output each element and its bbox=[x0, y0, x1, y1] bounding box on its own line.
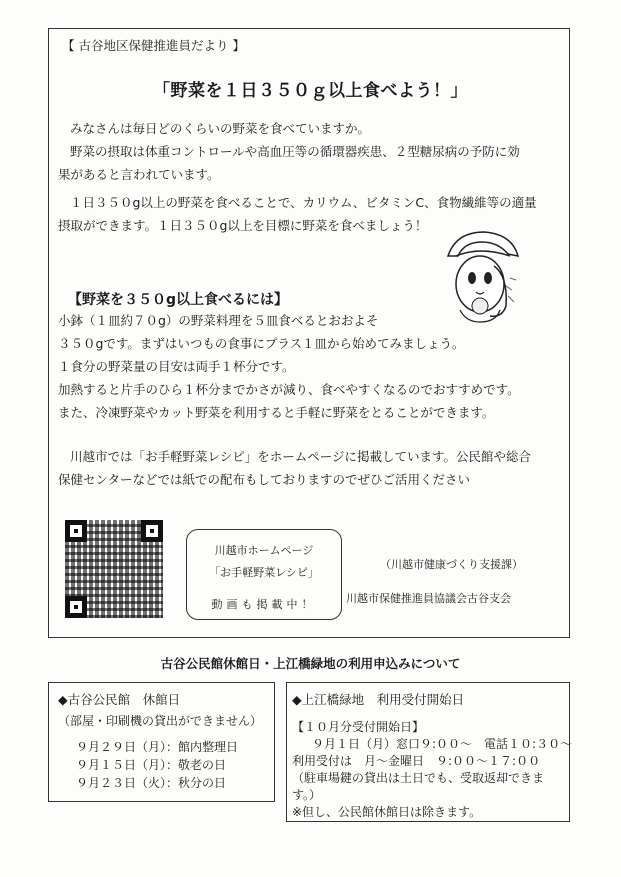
newsletter-header: 【 古谷地区保健推進員だより 】 bbox=[62, 38, 245, 53]
hp-box-line2: 「お手軽野菜レシピ」 bbox=[209, 566, 319, 579]
right-box-line: （駐車場鍵の貸出は土日でも、受取返却できま bbox=[292, 771, 545, 785]
closed-day-row: ９月２９日（月）：館内整理日 bbox=[76, 740, 239, 754]
recipe-line: 川越市では「お手軽野菜レシピ」をホームページに掲載しています。公民館や総合 bbox=[70, 449, 531, 464]
closed-day-row: ９月２３日（火）：秋分の日 bbox=[76, 776, 227, 790]
section-line: 加熱すると片手のひら１杯分までかさが減り、食べやすくなるのでおすすめです。 bbox=[58, 382, 520, 397]
section-line: １食分の野菜量の目安は両手１杯分です。 bbox=[58, 359, 295, 374]
intro-line: みなさんは毎日どのくらいの野菜を食べていますか。 bbox=[70, 121, 371, 136]
right-box-line: ※但し、公民館休館日は除きます。 bbox=[292, 805, 482, 819]
homepage-notice-box bbox=[186, 529, 342, 620]
intro-line: 野菜の摂取は体重コントロールや高血圧等の循環器疾患、２型糖尿病の予防に効 bbox=[70, 144, 520, 159]
section-line: ３５０gです。まずはいつもの食事にプラス１皿から始めてみましょう。 bbox=[58, 336, 465, 351]
hp-box-line1: 川越市ホームページ bbox=[214, 544, 314, 557]
left-box-note: （部屋・印刷機の貸出ができません） bbox=[58, 714, 263, 728]
vegetable-mascot-illustration bbox=[436, 226, 526, 326]
section-line: また、冷凍野菜やカット野菜を利用すると手軽に野菜をとることができます。 bbox=[58, 405, 495, 420]
recipe-line: 保健センターなどでは紙での配布もしておりますのでぜひご活用ください bbox=[58, 472, 471, 487]
bottom-section-title: 古谷公民館休館日・上江橋緑地の利用申込みについて bbox=[160, 656, 461, 671]
article-title: 「野菜を１日３５０ｇ以上食べよう！」 bbox=[153, 81, 468, 101]
right-box-line: す。） bbox=[292, 788, 322, 802]
hp-box-line3: 動画も掲載中！ bbox=[211, 598, 317, 611]
closed-day-row: ９月１５日（月）：敬老の日 bbox=[76, 758, 227, 772]
right-box-line: ９月１日（月）窓口９:００～ 電話１０:３０～ bbox=[312, 737, 573, 751]
right-box-heading: ◆上江橋緑地 利用受付開始日 bbox=[292, 692, 465, 707]
qr-code[interactable] bbox=[65, 520, 163, 618]
section-line: 小鉢（１皿約７０g）の野菜料理を５皿食べるとおおよそ bbox=[58, 313, 379, 328]
section-title: 【野菜を３５０g以上食べるには】 bbox=[68, 292, 289, 308]
intro-line: 果があると言われています。 bbox=[58, 167, 220, 182]
right-box-line: 利用受付は 月～金曜日 ９:００～１７:００ bbox=[292, 754, 541, 768]
right-box-label: 【１０月分受付開始日】 bbox=[292, 720, 425, 734]
intro-line: １日３５０g以上の野菜を食べることで、カリウム、ビタミンC、食物繊維等の適量 bbox=[70, 195, 537, 210]
credit-council: 川越市保健推進員協議会古谷支会 bbox=[346, 592, 511, 605]
left-box-heading: ◆古谷公民館 休館日 bbox=[58, 692, 181, 707]
intro-line: 摂取ができます。１日３５０g以上を目標に野菜を食べましょう！ bbox=[58, 218, 428, 233]
credit-dept: （川越市健康づくり支援課） bbox=[380, 558, 523, 571]
